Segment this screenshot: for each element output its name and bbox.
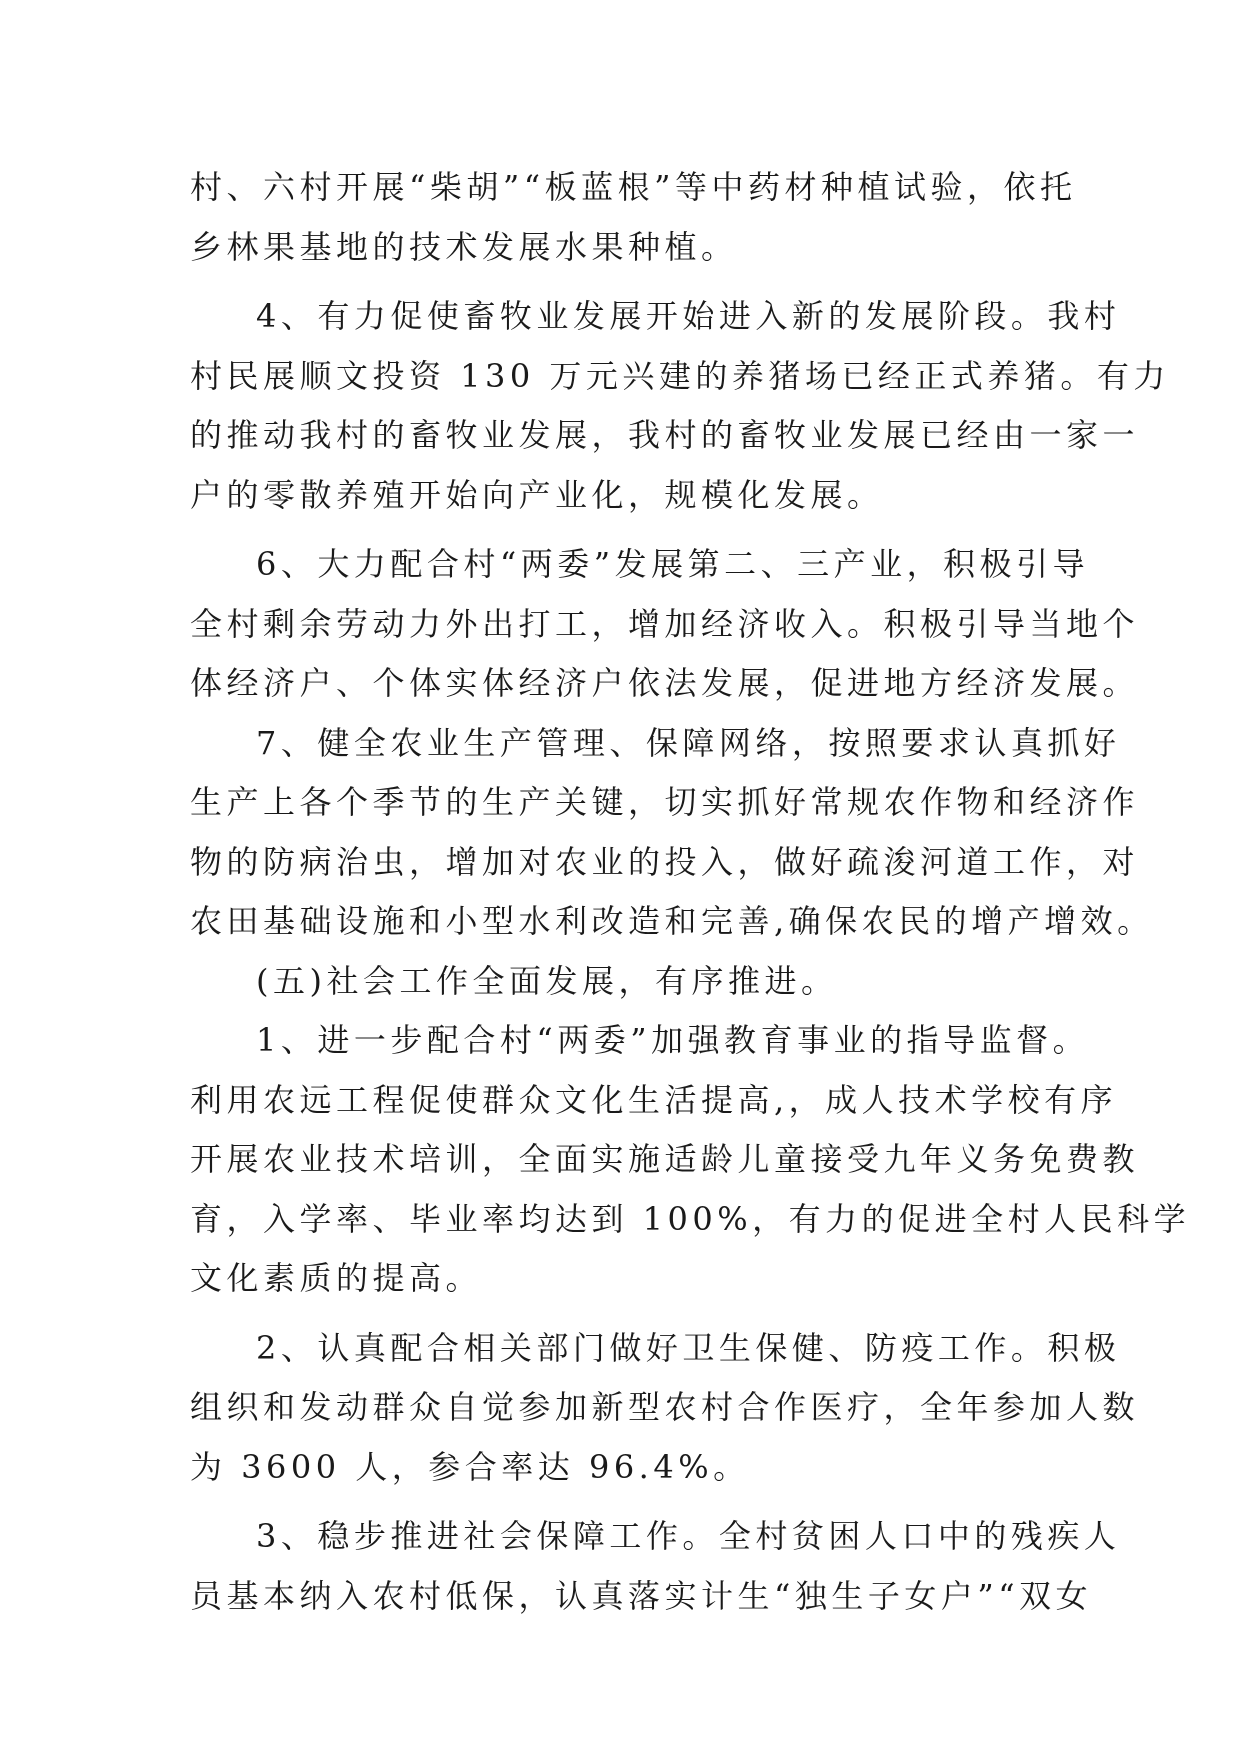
text-line: 全村剩余劳动力外出打工，增加经济收入。积极引导当地个 bbox=[190, 604, 1140, 643]
text-line: 员基本纳入农村低保，认真落实计生“独生子女户”“双女 bbox=[190, 1576, 1093, 1615]
text-line: 生产上各个季节的生产关键，切实抓好常规农作物和经济作 bbox=[190, 783, 1140, 821]
paragraph-start-line: 7、健全农业生产管理、保障网络，按照要求认真抓好 bbox=[256, 723, 1121, 762]
text-line: 文化素质的提高。 bbox=[190, 1259, 483, 1297]
text-line: 户的零散养殖开始向产业化，规模化发展。 bbox=[190, 475, 884, 514]
paragraph-start-line: 6、大力配合村“两委”发展第二、三产业，积极引导 bbox=[256, 545, 1090, 583]
text-line: 体经济户、个体实体经济户依法发展，促进地方经济发展。 bbox=[190, 664, 1140, 702]
text-line: 农田基础设施和小型水利改造和完善,确保农民的增产增效。 bbox=[190, 902, 1154, 940]
text-line: 村、六村开展“柴胡”“板蓝根”等中药材种植试验，依托 bbox=[190, 168, 1077, 206]
text-line: 乡林果基地的技术发展水果种植。 bbox=[190, 227, 738, 266]
paragraph-start-line: 3、稳步推进社会保障工作。全村贫困人口中的残疾人 bbox=[256, 1517, 1121, 1555]
text-line: 为 3600 人，参合率达 96.4%。 bbox=[190, 1447, 750, 1486]
paragraph-start-line: 1、进一步配合村“两委”加强教育事业的指导监督。 bbox=[256, 1021, 1090, 1059]
text-line: 育，入学率、毕业率均达到 100%，有力的促进全村人民科学 bbox=[190, 1199, 1191, 1238]
text-line: 开展农业技术培训，全面实施适龄儿童接受九年义务免费教 bbox=[190, 1140, 1140, 1178]
text-line: 组织和发动群众自觉参加新型农村合作医疗，全年参加人数 bbox=[190, 1388, 1140, 1426]
section-heading: (五)社会工作全面发展，有序推进。 bbox=[256, 961, 838, 1000]
text-line: 村民展顺文投资 130 万元兴建的养猪场已经正式养猪。有力 bbox=[190, 356, 1170, 395]
text-line: 的推动我村的畜牧业发展，我村的畜牧业发展已经由一家一 bbox=[190, 416, 1140, 454]
paragraph-start-line: 2、认真配合相关部门做好卫生保健、防疫工作。积极 bbox=[256, 1328, 1121, 1367]
text-line: 利用农远工程促使群众文化生活提高,，成人技术学校有序 bbox=[190, 1080, 1118, 1119]
paragraph-start-line: 4、有力促使畜牧业发展开始进入新的发展阶段。我村 bbox=[256, 297, 1121, 335]
text-line: 物的防病治虫，增加对农业的投入，做好疏浚河道工作，对 bbox=[190, 842, 1140, 881]
document-body bbox=[190, 158, 1191, 1626]
